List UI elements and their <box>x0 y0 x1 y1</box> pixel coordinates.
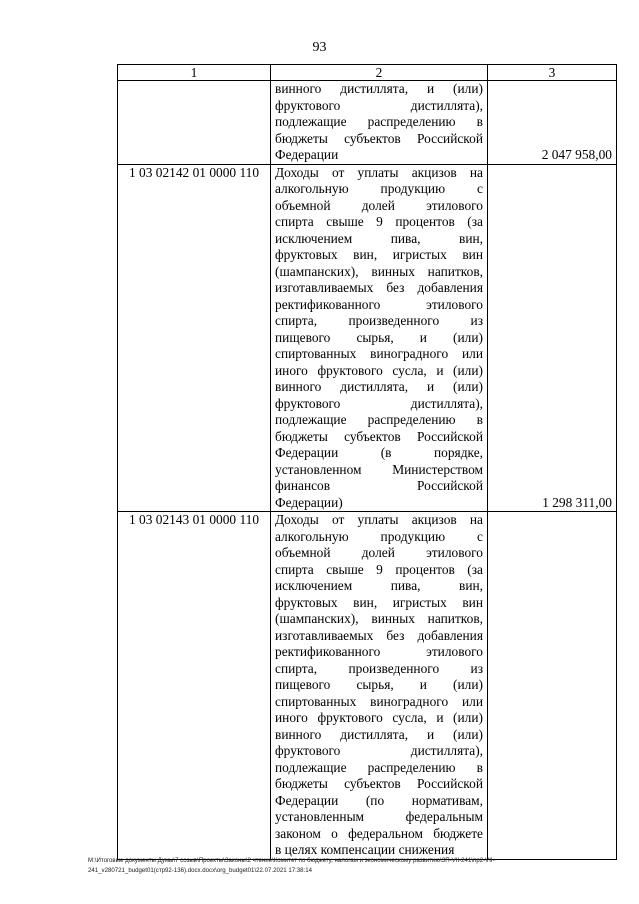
page-number: 93 <box>312 40 327 55</box>
budget-code-cell: 1 03 02142 01 0000 110 <box>118 164 271 512</box>
amount-cell <box>488 512 617 860</box>
description-line: фруктовых вин, игристых вин <box>275 247 483 262</box>
description-line: винного дистиллята, и (или) <box>275 81 483 96</box>
description-line: Федерации <box>275 147 339 162</box>
description-cell <box>271 81 488 165</box>
description-line: изготавливаемых без добавления <box>275 280 483 295</box>
description-line: подлежащие распределению в <box>275 412 483 427</box>
footer-line-2: 241_v280721_budget01(стр92-136).docx.docx\org_budget01\22.07.2021 17:38:14 <box>88 867 313 874</box>
description-line: иного фруктового сусла, и (или) <box>275 362 483 378</box>
description-line: спирта свыше 9 процентов (за <box>275 561 483 577</box>
footer-line-1: M:\Итоговые документы Думы\7 созыв\Проекты\Законы\2 чтение\Комитет по бюджету, налогам и экономическому развитию\ЗП-VII-241\пр2-VII- <box>88 857 495 864</box>
description-line: установленном Министерством <box>275 461 483 477</box>
description-line: фруктового дистиллята), <box>275 97 483 113</box>
description-line: Доходы от уплаты акцизов на <box>275 164 483 180</box>
column-header-1: 1 <box>118 65 271 81</box>
description-line: фруктовых вин, игристых вин <box>275 594 483 610</box>
description-line: бюджеты субъектов Российской <box>275 428 483 444</box>
description-line: Доходы от уплаты акцизов на <box>275 512 483 527</box>
budget-table <box>117 64 617 860</box>
description-line: законом о федеральном бюджете <box>275 825 483 841</box>
description-line: подлежащие распределению в <box>275 759 483 775</box>
description-cell <box>271 164 488 512</box>
description-line: фруктового дистиллята), <box>275 395 483 411</box>
description-line: исключением пива, вин, <box>275 578 483 593</box>
description-line: алкогольную продукцию с <box>275 528 483 544</box>
description-line: спиртованных виноградного или <box>275 693 483 709</box>
description-line: иного фруктового сусла, и (или) <box>275 710 483 725</box>
description-line: пищевого сырья, и (или) <box>275 329 483 345</box>
description-line: фруктового дистиллята), <box>275 743 483 758</box>
description-line: винного дистиллята, и (или) <box>275 379 483 394</box>
description-line: ректификованного этилового <box>275 644 483 659</box>
description-line: объемной долей этилового <box>275 545 483 560</box>
description-line: подлежащие распределению в <box>275 114 483 129</box>
description-line: спирта, произведенного из <box>275 660 483 676</box>
amount-cell: 2 047 958,00 <box>488 81 617 165</box>
description-cell <box>271 512 488 860</box>
description-line: (шампанских), винных напитков, <box>275 611 483 626</box>
budget-code-cell <box>118 81 271 165</box>
column-header-3: 3 <box>488 65 617 81</box>
file-path-footer <box>88 856 618 876</box>
description-line: в целях компенсации снижения <box>275 842 455 857</box>
description-line: исключением пива, вин, <box>275 230 483 246</box>
description-line: Федерации (по нормативам, <box>275 792 483 808</box>
description-line: Федерации) <box>275 494 343 510</box>
description-line: ректификованного этилового <box>275 296 483 312</box>
description-line: спирта свыше 9 процентов (за <box>275 214 483 229</box>
description-line: спиртованных виноградного или <box>275 346 483 361</box>
description-line: спирта, произведенного из <box>275 313 483 328</box>
table-row <box>118 512 617 860</box>
description-line: изготавливаемых без добавления <box>275 627 483 643</box>
description-line: бюджеты субъектов Российской <box>275 130 483 146</box>
table-row <box>118 81 617 165</box>
description-line: (шампанских), винных напитков, <box>275 263 483 279</box>
description-line: Федерации (в порядке, <box>275 445 483 460</box>
description-line: пищевого сырья, и (или) <box>275 677 483 692</box>
table-header-row <box>118 65 617 81</box>
description-line: алкогольную продукцию с <box>275 181 483 196</box>
budget-code-cell: 1 03 02143 01 0000 110 <box>118 512 271 860</box>
description-line: финансов Российской <box>275 478 483 493</box>
table-row <box>118 164 617 512</box>
description-line: бюджеты субъектов Российской <box>275 776 483 791</box>
column-header-2: 2 <box>271 65 488 81</box>
description-line: объемной долей этилового <box>275 197 483 213</box>
amount-cell: 1 298 311,00 <box>488 164 617 512</box>
description-line: установленным федеральным <box>275 809 483 824</box>
description-line: винного дистиллята, и (или) <box>275 726 483 742</box>
